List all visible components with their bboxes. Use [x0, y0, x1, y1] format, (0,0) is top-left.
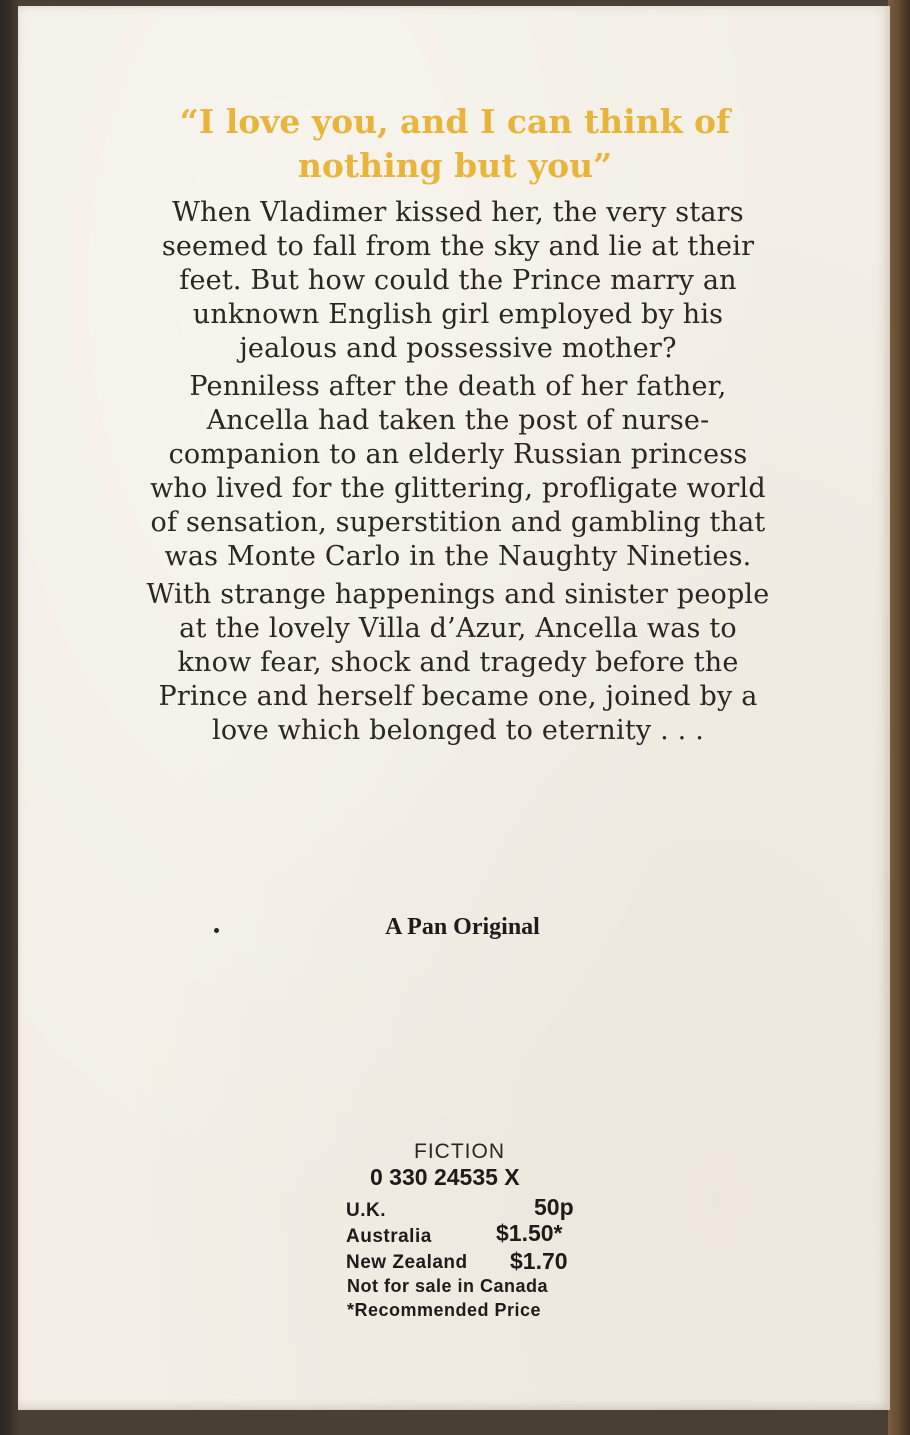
blurb-line: was Monte Carlo in the Naughty Nineties.	[164, 541, 752, 572]
price-region: New Zealand	[346, 1252, 468, 1273]
blurb-line: who lived for the glittering, profligate world	[150, 473, 766, 504]
blurb-line: Ancella had taken the post of nurse-	[206, 405, 710, 436]
price-region: U.K.	[346, 1200, 386, 1221]
blurb-paragraph-1	[100, 196, 816, 366]
book-spine-edge	[888, 0, 910, 1435]
blurb-paragraph-2	[100, 370, 816, 574]
blurb-line: seemed to fall from the sky and lie at their	[161, 231, 755, 262]
blurb-line: Penniless after the death of her father,	[189, 371, 727, 402]
imprint-label: A Pan Original	[385, 914, 540, 940]
category-label: FICTION	[414, 1140, 505, 1163]
blurb-line: unknown English girl employed by his	[192, 299, 724, 330]
blurb-line: Prince and herself became one, joined by a	[158, 681, 758, 712]
blurb-line: love which belonged to eternity . . .	[211, 715, 705, 746]
tagline-line-1: “I love you, and I can think of	[179, 102, 731, 141]
price-region: Australia	[346, 1226, 432, 1247]
isbn-number: 0 330 24535 X	[370, 1164, 520, 1190]
price-amount: $1.70	[510, 1248, 568, 1274]
tagline-line-2: nothing but you”	[297, 146, 613, 185]
price-amount: 50p	[534, 1194, 574, 1220]
recommended-price-note: *Recommended Price	[347, 1300, 542, 1320]
blurb-line: companion to an elderly Russian princess	[168, 439, 748, 470]
not-for-sale-note: Not for sale in Canada	[347, 1276, 549, 1296]
blurb-line: When Vladimer kissed her, the very stars	[172, 197, 744, 228]
blurb-line: know fear, shock and tragedy before the	[177, 647, 739, 678]
tagline-quote	[0, 100, 910, 188]
blurb-line: at the lovely Villa d’Azur, Ancella was to	[179, 613, 737, 644]
blurb-line: jealous and possessive mother?	[239, 333, 677, 364]
blurb-line: With strange happenings and sinister people	[146, 579, 770, 610]
blurb-line: of sensation, superstition and gambling that	[150, 507, 766, 538]
blurb-line: feet. But how could the Prince marry an	[179, 265, 737, 296]
blurb-paragraph-3	[100, 578, 816, 748]
price-amount: $1.50*	[496, 1220, 563, 1246]
